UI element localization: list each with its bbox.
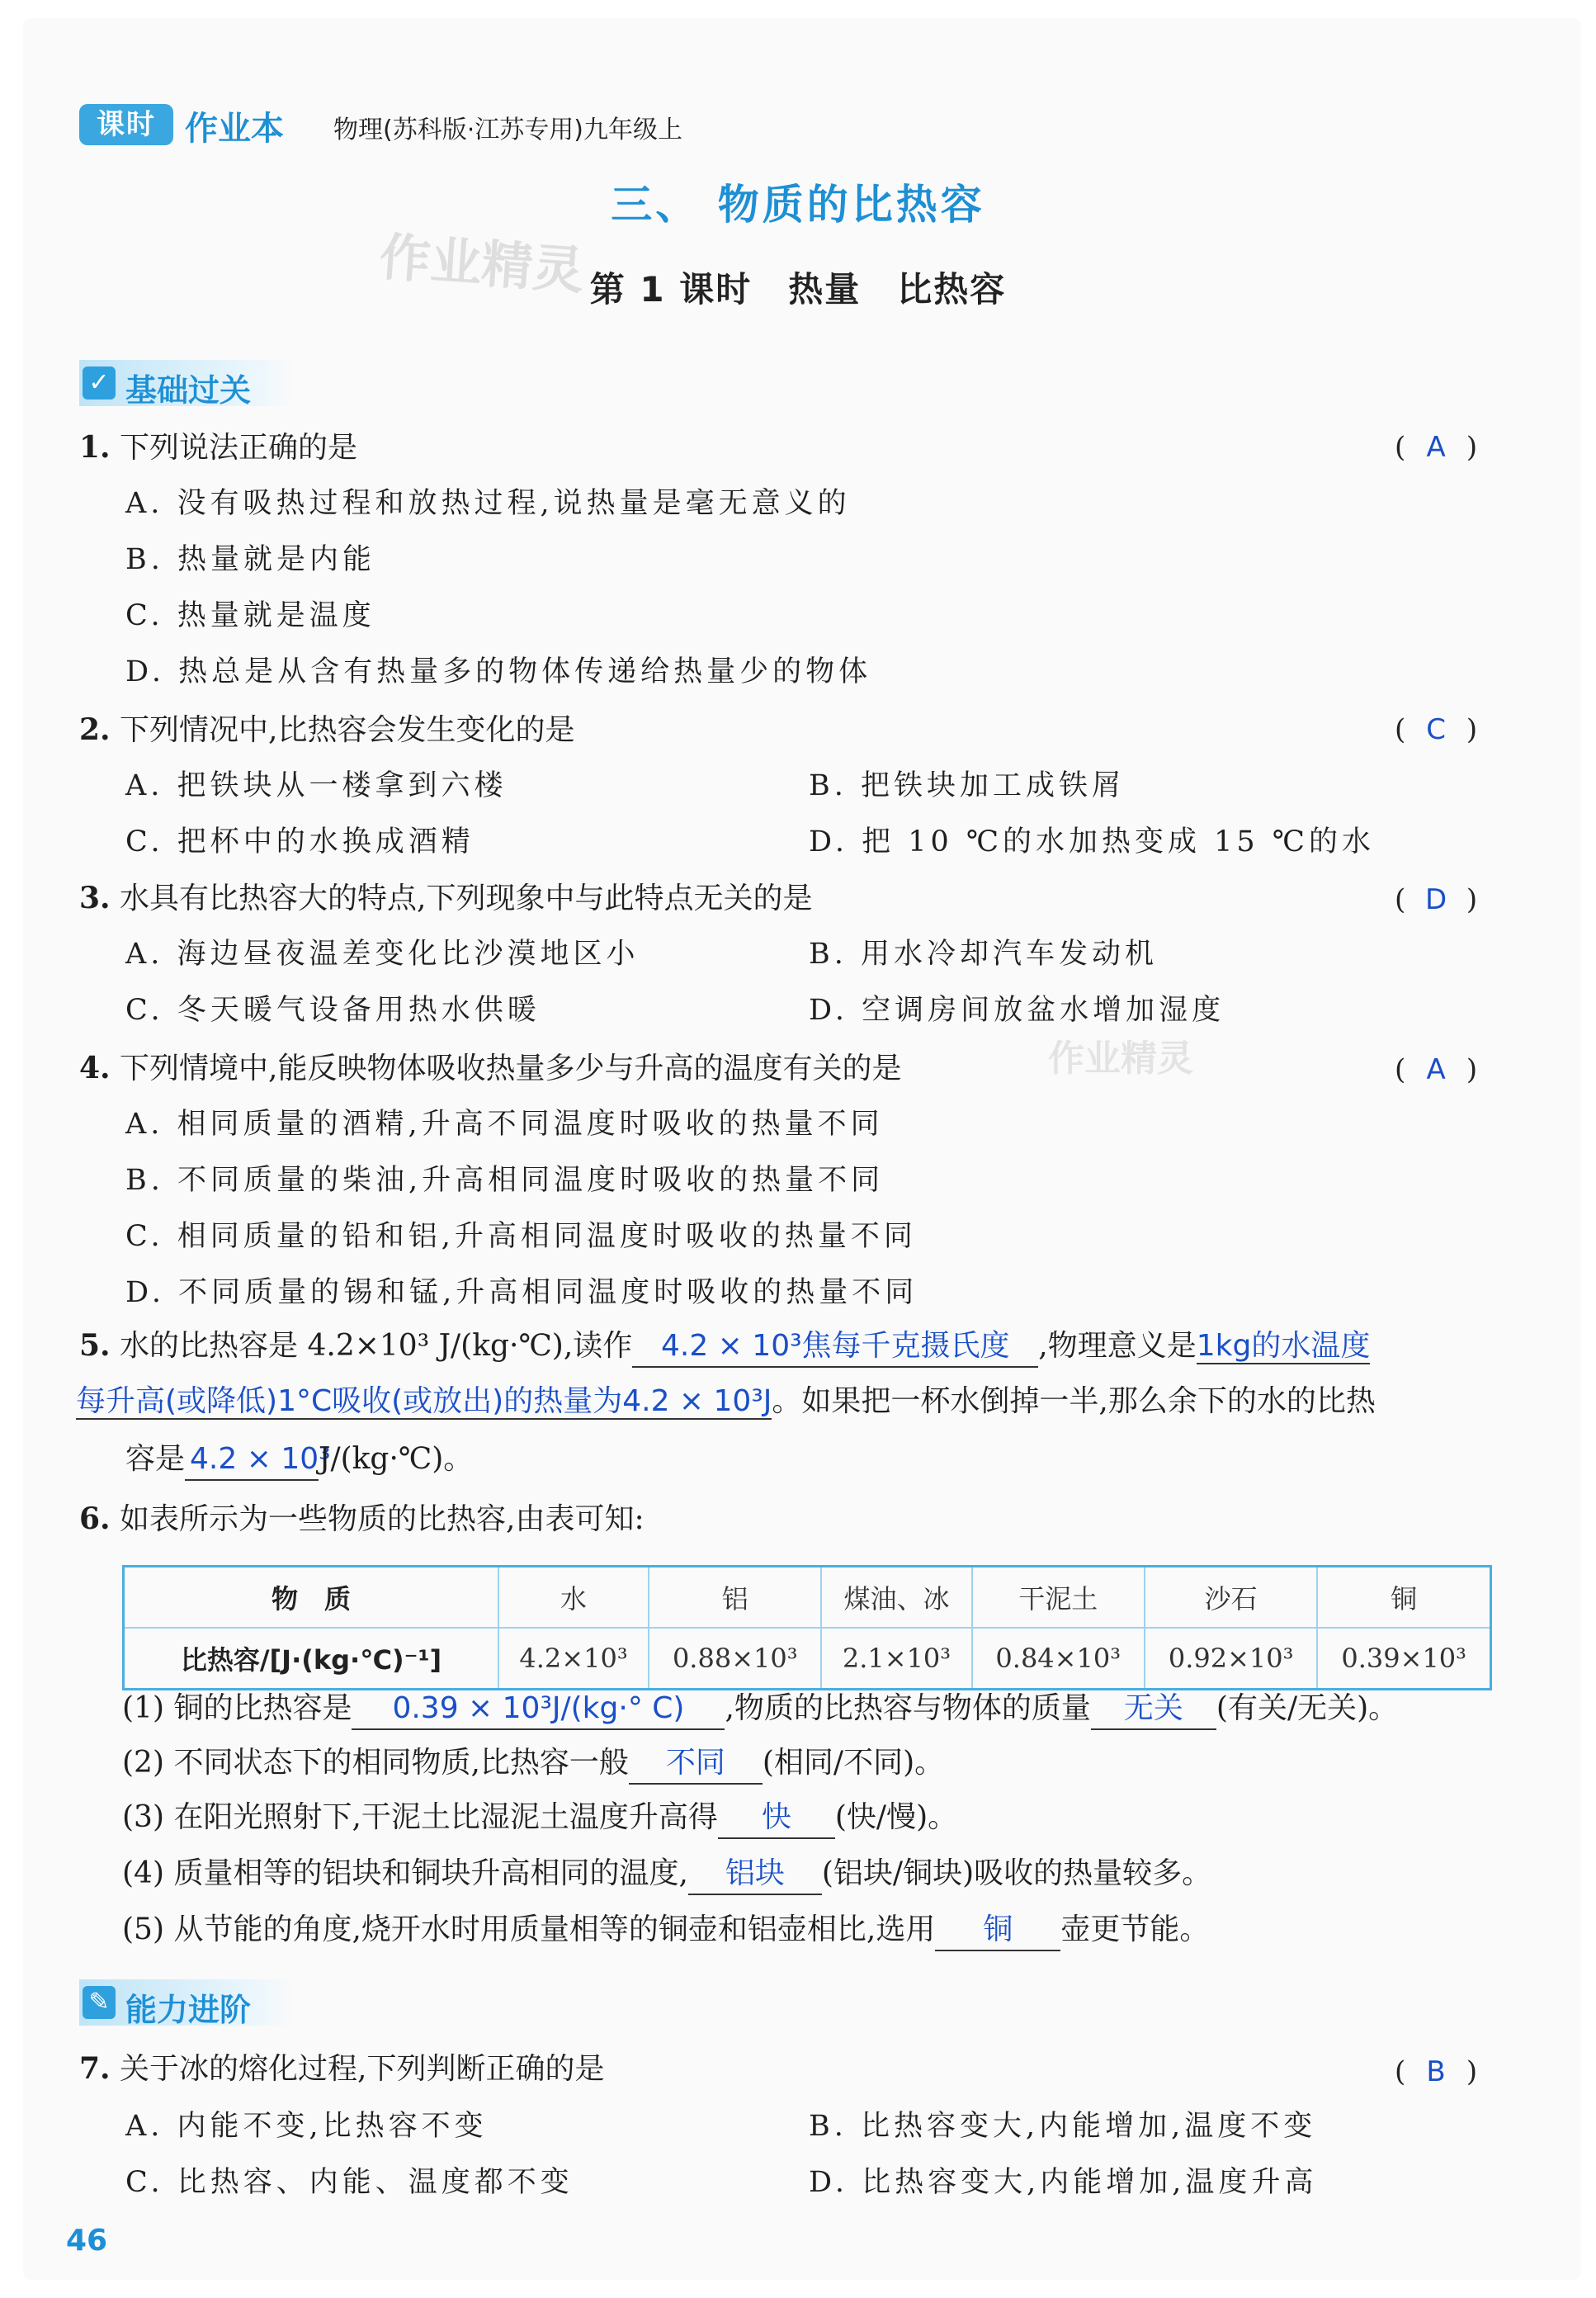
q5-text-2: ,物理意义是 bbox=[1038, 1329, 1197, 1363]
option-1a: A. 没有吸热过程和放热过程,说热量是毫无意义的 bbox=[125, 487, 851, 520]
question-number: 2. bbox=[79, 712, 111, 747]
chapter-title: 三、 物质的比热容 bbox=[611, 181, 985, 229]
option-7b: B. 比热容变大,内能增加,温度不变 bbox=[809, 2110, 1317, 2143]
option-2d: D. 把 10 ℃的水加热变成 15 ℃的水 bbox=[809, 825, 1375, 858]
specific-heat-table bbox=[122, 1565, 1492, 1690]
answer-value: D bbox=[1424, 883, 1447, 916]
question-1 bbox=[79, 429, 357, 466]
question-2 bbox=[79, 712, 575, 749]
table-cell: 0.92×10³ bbox=[1145, 1628, 1317, 1690]
brand-name: 作业本 bbox=[185, 110, 284, 148]
q6-sub-3-text: (3) 在阳光照射下,干泥土比湿泥土温度升高得 bbox=[122, 1800, 718, 1834]
table-header-cell: 铜 bbox=[1317, 1567, 1490, 1629]
question-stem: 下列情况中,比热容会发生变化的是 bbox=[120, 713, 575, 747]
question-5-line-2 bbox=[76, 1382, 1376, 1421]
table-cell: 0.84×10³ bbox=[972, 1628, 1145, 1690]
table-row bbox=[124, 1628, 1491, 1690]
question-number: 3. bbox=[79, 881, 111, 915]
subject-label: 物理(苏科版·江苏专用)九年级上 bbox=[333, 116, 682, 144]
answer-7: ( B ) bbox=[1395, 2055, 1478, 2088]
watermark: 作业精灵 bbox=[1048, 1038, 1193, 1080]
q5-answer-meaning-1: 1kg的水温度 bbox=[1196, 1329, 1371, 1363]
q5-text-1: 水的比热容是 4.2×10³ J/(kg·℃),读作 bbox=[120, 1329, 633, 1363]
q6-sub-5-answer: 铜 bbox=[935, 1910, 1060, 1951]
table-header-cell: 干泥土 bbox=[972, 1567, 1145, 1629]
q6-sub-3 bbox=[122, 1798, 957, 1839]
q6-sub-3-answer: 快 bbox=[718, 1798, 835, 1839]
table-header-row bbox=[124, 1567, 1491, 1629]
option-1d: D. 热总是从含有热量多的物体传递给热量少的物体 bbox=[125, 655, 872, 688]
section-advanced-label: 能力进阶 bbox=[125, 1992, 252, 2028]
answer-2: ( C ) bbox=[1395, 713, 1478, 746]
answer-3: ( D ) bbox=[1395, 883, 1478, 916]
table-header-cell: 铝 bbox=[649, 1567, 821, 1629]
answer-value: C bbox=[1426, 713, 1446, 746]
q6-sub-5 bbox=[122, 1910, 1209, 1951]
q6-sub-2 bbox=[122, 1743, 944, 1785]
q6-sub-5-text: (5) 从节能的角度,烧开水时用质量相等的铜壶和铝壶相比,选用 bbox=[122, 1913, 936, 1946]
question-stem: 如表所示为一些物质的比热容,由表可知: bbox=[120, 1502, 645, 1536]
section-basic-label: 基础过关 bbox=[125, 372, 252, 409]
table-header-cell: 沙石 bbox=[1145, 1567, 1317, 1629]
q5-text-4: 容是 bbox=[125, 1442, 186, 1476]
q6-sub-5-text-2: 壶更节能。 bbox=[1060, 1913, 1210, 1946]
option-4d: D. 不同质量的锡和锰,升高相同温度时吸收的热量不同 bbox=[125, 1276, 918, 1309]
q6-sub-2-text: (2) 不同状态下的相同物质,比热容一般 bbox=[122, 1746, 629, 1780]
option-4c: C. 相同质量的铅和铝,升高相同温度时吸收的热量不同 bbox=[125, 1220, 917, 1253]
q5-answer-value: 4.2 × 10³ bbox=[185, 1440, 319, 1481]
option-2b: B. 把铁块加工成铁屑 bbox=[809, 769, 1125, 802]
q6-sub-4 bbox=[122, 1854, 1211, 1895]
option-2a: A. 把铁块从一楼拿到六楼 bbox=[125, 769, 508, 802]
table-header-cell: 水 bbox=[498, 1567, 649, 1629]
q6-sub-4-answer: 铝块 bbox=[688, 1854, 822, 1895]
checkmark-icon: ✓ bbox=[83, 366, 116, 400]
option-3c: C. 冬天暖气设备用热水供暖 bbox=[125, 994, 541, 1027]
answer-value: B bbox=[1426, 2055, 1446, 2088]
q6-sub-2-answer: 不同 bbox=[629, 1743, 763, 1785]
q6-sub-3-text-2: (快/慢)。 bbox=[834, 1800, 958, 1834]
lesson-title: 第 1 课时 热量 比热容 bbox=[589, 269, 1007, 310]
option-7a: A. 内能不变,比热容不变 bbox=[125, 2110, 488, 2143]
option-7c: C. 比热容、内能、温度都不变 bbox=[125, 2166, 574, 2199]
option-2c: C. 把杯中的水换成酒精 bbox=[125, 825, 475, 858]
option-4a: A. 相同质量的酒精,升高不同温度时吸收的热量不同 bbox=[125, 1108, 884, 1141]
question-number: 6. bbox=[79, 1501, 111, 1536]
q6-sub-1-text-2: ,物质的比热容与物体的质量 bbox=[725, 1691, 1091, 1725]
answer-value: A bbox=[1426, 1053, 1446, 1086]
q6-sub-1-text-3: (有关/无关)。 bbox=[1216, 1691, 1399, 1725]
q6-sub-4-text-2: (铝块/铜块)吸收的热量较多。 bbox=[821, 1856, 1212, 1890]
q5-text-5: J/(kg·℃)。 bbox=[319, 1442, 474, 1476]
section-advanced bbox=[79, 1979, 294, 2026]
question-6 bbox=[79, 1501, 645, 1538]
option-3d: D. 空调房间放盆水增加湿度 bbox=[809, 994, 1225, 1027]
table-row-label: 比热容/[J·(kg·℃)⁻¹] bbox=[124, 1628, 499, 1690]
q6-sub-1 bbox=[122, 1689, 1398, 1730]
q5-answer-meaning-2: 每升高(或降低)1°C吸收(或放出)的热量为4.2 × 10³J bbox=[76, 1384, 772, 1418]
option-3a: A. 海边昼夜温差变化比沙漠地区小 bbox=[125, 938, 640, 971]
question-7 bbox=[79, 2050, 605, 2088]
q5-text-3: 。如果把一杯水倒掉一半,那么余下的水的比热 bbox=[772, 1384, 1376, 1418]
q6-sub-2-text-2: (相同/不同)。 bbox=[762, 1746, 945, 1780]
table-header-cell: 物 质 bbox=[124, 1567, 499, 1629]
option-7d: D. 比热容变大,内能增加,温度升高 bbox=[809, 2166, 1318, 2199]
watermark: 作业精灵 bbox=[377, 226, 586, 301]
question-number: 1. bbox=[79, 430, 111, 465]
question-stem: 下列说法正确的是 bbox=[120, 431, 358, 465]
answer-1: ( A ) bbox=[1395, 431, 1478, 464]
option-3b: B. 用水冷却汽车发动机 bbox=[809, 938, 1158, 971]
table-cell: 0.88×10³ bbox=[649, 1628, 821, 1690]
brand-logo: 课时 bbox=[79, 104, 173, 145]
option-4b: B. 不同质量的柴油,升高相同温度时吸收的热量不同 bbox=[125, 1164, 885, 1197]
table-header-cell: 煤油、冰 bbox=[821, 1567, 971, 1629]
question-5-line-3 bbox=[125, 1440, 473, 1481]
question-number: 7. bbox=[79, 2051, 111, 2086]
table-cell: 2.1×10³ bbox=[821, 1628, 971, 1690]
question-stem: 水具有比热容大的特点,下列现象中与此特点无关的是 bbox=[120, 882, 813, 915]
option-1b: B. 热量就是内能 bbox=[125, 543, 375, 576]
answer-value: A bbox=[1426, 431, 1446, 464]
section-basic bbox=[79, 360, 294, 409]
q5-answer-reading: 4.2 × 10³焦每千克摄氏度 bbox=[632, 1326, 1038, 1368]
question-number: 4. bbox=[79, 1051, 111, 1085]
table-cell: 0.39×10³ bbox=[1317, 1628, 1490, 1690]
option-1c: C. 热量就是温度 bbox=[125, 599, 375, 632]
question-5-line-1 bbox=[79, 1326, 1370, 1368]
question-stem: 下列情境中,能反映物体吸收热量多少与升高的温度有关的是 bbox=[120, 1052, 902, 1085]
q6-sub-1-answer-2: 无关 bbox=[1091, 1689, 1216, 1730]
answer-4: ( A ) bbox=[1395, 1053, 1478, 1086]
page-number: 46 bbox=[66, 2224, 108, 2258]
question-number: 5. bbox=[79, 1328, 111, 1363]
question-3 bbox=[79, 880, 813, 917]
pencil-icon: ✎ bbox=[83, 1986, 116, 2019]
q6-sub-1-answer: 0.39 × 10³J/(kg·° C) bbox=[352, 1689, 725, 1730]
q6-sub-1-text: (1) 铜的比热容是 bbox=[122, 1691, 352, 1725]
question-stem: 关于冰的熔化过程,下列判断正确的是 bbox=[120, 2052, 605, 2086]
question-4 bbox=[79, 1050, 902, 1087]
table-cell: 4.2×10³ bbox=[498, 1628, 649, 1690]
q6-sub-4-text: (4) 质量相等的铝块和铜块升高相同的温度, bbox=[122, 1856, 688, 1890]
